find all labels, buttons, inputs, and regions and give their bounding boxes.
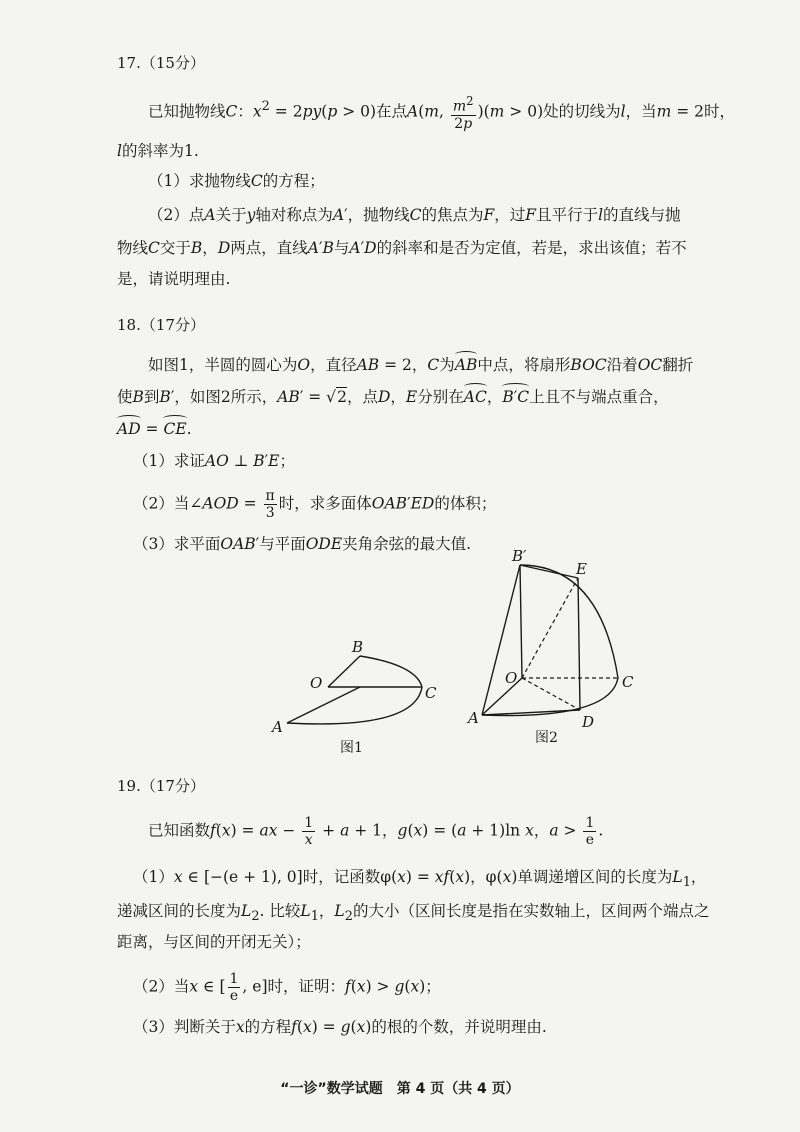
- q19-header: 19.（17分）: [117, 777, 205, 795]
- q18-statement-line2: 使B到B′，如图2所示，AB′ = √2，点D，E分别在AC，B′C上且不与端点重合，: [117, 388, 669, 406]
- q18-statement-line3: AD = CE.: [117, 420, 192, 438]
- fig2-dash-oe: [522, 578, 578, 678]
- fig1-label-b: B: [352, 638, 364, 656]
- fig2-label-o: O: [505, 669, 518, 687]
- fig2-caption: 图2: [535, 730, 558, 746]
- fig2-label-e: E: [576, 560, 587, 578]
- fig1-arc-bc: [360, 656, 422, 687]
- figure-2: [460, 545, 660, 750]
- q19-part3: （3）判断关于x的方程f(x) = g(x)的根的个数，并说明理由.: [133, 1018, 547, 1036]
- fig1-label-a: A: [272, 718, 283, 736]
- q19-part1-line2: 递减区间的长度为$L_2$. 比较$L_1$，$L_2$的大小（区间长度是指在实数轴上，区间两个端点之: [117, 902, 710, 925]
- q18-part1: （1）求证AO ⊥ B′E；: [133, 452, 295, 470]
- q17-statement-line2: l的斜率为1.: [117, 142, 199, 160]
- fig2-edge-ad: [482, 710, 580, 715]
- q19-part1-line3: 距离，与区间的开闭无关）；: [117, 933, 311, 951]
- fig2-edge-ed: [578, 578, 580, 710]
- q17-part2-line1: （2）点A关于y轴对称点为A′，抛物线C的焦点为F，过F且平行于l的直线与抛: [148, 206, 681, 224]
- fig1-radius-oa: [287, 687, 360, 723]
- q18-header: 18.（17分）: [117, 316, 205, 334]
- fig2-label-c: C: [622, 673, 634, 691]
- fig1-label-o: O: [310, 674, 323, 692]
- q17-part1: （1）求抛物线C的方程；: [148, 172, 325, 190]
- fig1-arc-ac: [287, 687, 422, 724]
- q19-part1-line1: （1）x ∈ [−(e + 1), 0]时，记函数φ(x) = xf(x)，φ(x)单调递增区间的长度为$L_1$，: [133, 868, 707, 891]
- q18-part3: （3）求平面OAB′与平面ODE夹角余弦的最大值.: [133, 535, 472, 553]
- q19-part2: （2）当x ∈ [ $\frac{1}{e}$ , e]时，证明：f(x) > g(x)；: [133, 971, 441, 1004]
- fig2-label-b-prime: B′: [512, 547, 527, 565]
- page-footer: “一诊”数学试题 第 4 页（共 4 页）: [280, 1081, 520, 1097]
- fig1-radius-ob: [328, 656, 360, 687]
- figure-1: [260, 630, 460, 760]
- fig2-dash-od: [522, 678, 580, 710]
- q17-part2-line2: 物线C交于B，D两点，直线A′B与A′D的斜率和是否为定值，若是，求出该值；若不: [117, 239, 687, 257]
- fig2-label-d: D: [582, 713, 595, 731]
- q18-part2: （2）当∠AOD = $\frac{\pi}{3}$ 时，求多面体OAB′ED的体积；: [133, 488, 497, 521]
- fig2-edge-ob: [520, 565, 522, 678]
- fig2-arc-bc: [520, 565, 618, 678]
- fig2-label-a: A: [468, 709, 479, 727]
- fig1-label-c: C: [425, 684, 437, 702]
- fig2-edge-be: [520, 565, 578, 578]
- fig2-edge-ab: [482, 565, 520, 715]
- q18-statement-line1: 如图1，半圆的圆心为O，直径AB = 2，C为AB中点，将扇形BOC沿着OC翻折: [148, 356, 694, 374]
- q17-statement-line1: 已知抛物线C：$x^2 = 2py(p > 0)$在点A(m, $\frac{m^2}{2p}$ )(m > 0)处的切线为l，当m = 2时，: [148, 94, 736, 132]
- q17-header: 17.（15分）: [117, 54, 205, 72]
- q17-part2-line3: 是，请说明理由.: [117, 270, 231, 288]
- fig1-caption: 图1: [340, 740, 363, 756]
- q19-statement: 已知函数f(x) = ax − $\frac{1}{x}$ + a + 1，g(x) = (a + 1)ln x，a > $\frac{1}{e}$ .: [148, 815, 604, 848]
